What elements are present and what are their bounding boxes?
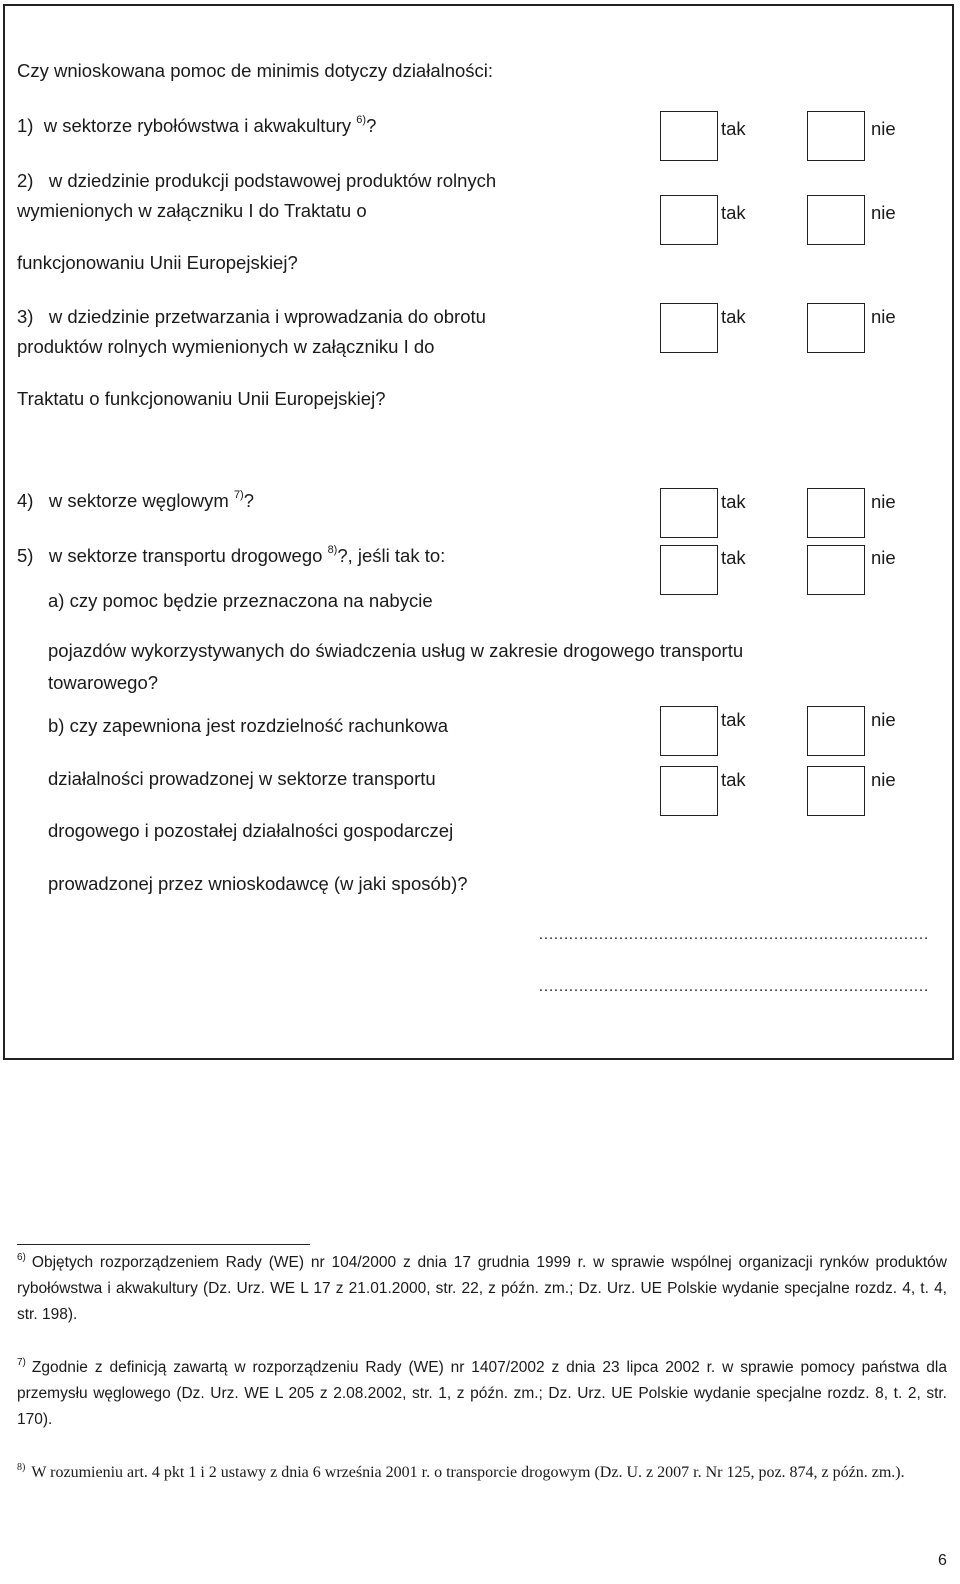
checkbox-q5a-tak[interactable]	[660, 706, 718, 756]
label-q5a-nie: nie	[871, 709, 896, 730]
page-number: 6	[938, 1552, 947, 1569]
question-4: 4) w sektorze węglowym $^{7)}$?	[17, 489, 255, 511]
question-5b-line-3: drogowego i pozostałej działalności gospodarczej	[48, 820, 454, 841]
label-q4-tak: tak	[721, 491, 746, 512]
checkbox-q1-tak[interactable]	[660, 111, 718, 161]
question-5: 5) w sektorze transportu drogowego $^{8)}$?, jeśli tak to:	[17, 544, 446, 566]
checkbox-q3-nie[interactable]	[807, 303, 865, 353]
label-q4-nie: nie	[871, 491, 896, 512]
question-2-line-2: wymienionych w załączniku I do Traktatu o	[17, 200, 367, 221]
question-5b-line-4: prowadzonej przez wnioskodawcę (w jaki sposób)?	[48, 873, 468, 894]
question-5a-line-1: a) czy pomoc będzie przeznaczona na nabycie	[48, 590, 433, 611]
answer-line-2[interactable]: ……………………………………………………………………	[538, 978, 928, 995]
question-5b-line-1: b) czy zapewniona jest rozdzielność rachunkowa	[48, 715, 449, 736]
checkbox-q1-nie[interactable]	[807, 111, 865, 161]
label-q1-nie: nie	[871, 118, 896, 139]
checkbox-q5-tak[interactable]	[660, 545, 718, 595]
footnote-8: $^{8)}$ W rozumieniu art. 4 pkt 1 i 2 ustawy z dnia 6 września 2001 r. o transporcie drogowym (Dz. U. z 2007 r. Nr 125, poz. 874, z późn. zm.).	[17, 1462, 905, 1481]
label-q5a-tak: tak	[721, 709, 746, 730]
question-5b-line-2: działalności prowadzonej w sektorze transportu	[48, 768, 436, 789]
label-q2-nie: nie	[871, 202, 896, 223]
checkbox-q2-tak[interactable]	[660, 195, 718, 245]
checkbox-q3-tak[interactable]	[660, 303, 718, 353]
label-q2-tak: tak	[721, 202, 746, 223]
question-3-line-3: Traktatu o funkcjonowaniu Unii Europejskiej?	[17, 388, 386, 409]
label-q5-nie: nie	[871, 547, 896, 568]
footnote-6: $^{6)}$ Objętych rozporządzeniem Rady (WE) nr 104/2000 z dnia 17 grudnia 1999 r. w sprawie wspólnej organizacji rynków produktów rybołówstwa i akwakultury (Dz. Urz. WE L 17 z 21.01.2000, str. 22, z późn. zm.; Dz. Urz. UE Polskie wydanie specjalne rozdz. 4, t. 4, str. 198).	[17, 1252, 947, 1323]
answer-line-1[interactable]: ……………………………………………………………………	[538, 926, 928, 943]
question-3-line-1: 3) w dziedzinie przetwarzania i wprowadzania do obrotu	[17, 306, 486, 327]
footnote-separator	[17, 1244, 310, 1245]
checkbox-q5b-tak[interactable]	[660, 766, 718, 816]
question-5a-line-3: towarowego?	[48, 672, 159, 693]
question-2-line-1: 2) w dziedzinie produkcji podstawowej produktów rolnych	[17, 170, 497, 191]
question-5a-line-2: pojazdów wykorzystywanych do świadczenia usług w zakresie drogowego transportu	[48, 640, 744, 661]
checkbox-q2-nie[interactable]	[807, 195, 865, 245]
question-2-line-3: funkcjonowaniu Unii Europejskiej?	[17, 252, 298, 273]
label-q5b-nie: nie	[871, 769, 896, 790]
question-header: Czy wnioskowana pomoc de minimis dotyczy działalności:	[17, 60, 494, 81]
label-q5b-tak: tak	[721, 769, 746, 790]
checkbox-q5a-nie[interactable]	[807, 706, 865, 756]
label-q3-tak: tak	[721, 306, 746, 327]
question-1: 1) w sektorze rybołówstwa i akwakultury $^{6)}$?	[17, 114, 377, 136]
label-q1-tak: tak	[721, 118, 746, 139]
checkbox-q4-tak[interactable]	[660, 488, 718, 538]
checkbox-q4-nie[interactable]	[807, 488, 865, 538]
question-3-line-2: produktów rolnych wymienionych w załączniku I do	[17, 336, 435, 357]
label-q3-nie: nie	[871, 306, 896, 327]
checkbox-q5b-nie[interactable]	[807, 766, 865, 816]
footnote-7: $^{7)}$ Zgodnie z definicją zawartą w rozporządzeniu Rady (WE) nr 1407/2002 z dnia 23 lipca 2002 r. w sprawie pomocy państwa dla przemysłu węglowego (Dz. Urz. WE L 205 z 2.08.2002, str. 1, z późn. zm.; Dz. Urz. UE Polskie wydanie specjalne rozdz. 8, t. 2, str. 170).	[17, 1357, 947, 1428]
label-q5-tak: tak	[721, 547, 746, 568]
checkbox-q5-nie[interactable]	[807, 545, 865, 595]
